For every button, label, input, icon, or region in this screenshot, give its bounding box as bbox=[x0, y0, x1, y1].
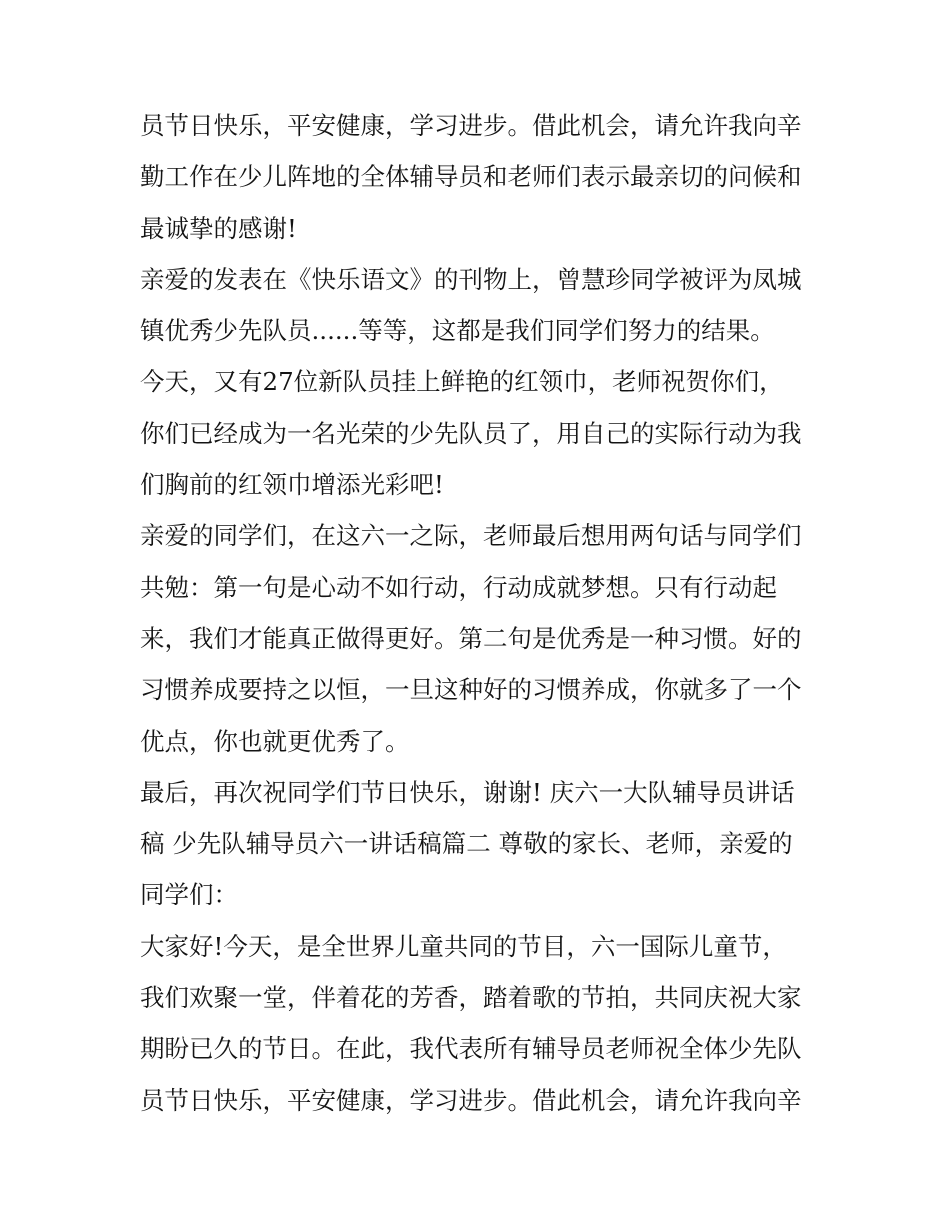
text-line: 镇优秀少先队员......等等，这都是我们同学们努力的结果。 bbox=[140, 316, 775, 346]
text-line: 今天，又有27位新队员挂上鲜艳的红领巾，老师祝贺你们， bbox=[140, 367, 784, 397]
text-line: 来，我们才能真正做得更好。第二句是优秀是一种习惯。好的 bbox=[140, 623, 802, 653]
paragraph bbox=[140, 254, 820, 357]
text-line: 共勉：第一句是心动不如行动，行动成就梦想。只有行动起 bbox=[140, 572, 777, 602]
paragraph bbox=[140, 510, 820, 766]
text-line: 亲爱的发表在《快乐语文》的刊物上，曾慧珍同学被评为凤城 bbox=[140, 264, 802, 294]
paragraph bbox=[140, 767, 820, 921]
text-line: 勤工作在少儿阵地的全体辅导员和老师们表示最亲切的问候和 bbox=[140, 162, 802, 192]
paragraph bbox=[140, 921, 820, 1126]
text-line: 大家好!今天，是全世界儿童共同的节目，六一国际儿童节， bbox=[140, 931, 787, 961]
text-line: 习惯养成要持之以恒，一旦这种好的习惯养成，你就多了一个 bbox=[140, 675, 802, 705]
text-line: 员节日快乐，平安健康，学习进步。借此机会，请允许我向辛 bbox=[140, 1085, 802, 1115]
text-line: 同学们： bbox=[140, 880, 238, 910]
paragraph bbox=[140, 356, 820, 510]
text-line: 期盼已久的节日。在此，我代表所有辅导员老师祝全体少先队 bbox=[140, 1034, 802, 1064]
text-line: 稿 少先队辅导员六一讲话稿篇二 尊敬的家长、老师，亲爱的 bbox=[140, 829, 793, 859]
text-line: 最后，再次祝同学们节日快乐，谢谢! 庆六一大队辅导员讲话 bbox=[140, 777, 795, 807]
text-line: 优点，你也就更优秀了。 bbox=[140, 726, 410, 756]
paragraph bbox=[140, 100, 820, 254]
text-line: 员节日快乐，平安健康，学习进步。借此机会，请允许我向辛 bbox=[140, 111, 802, 140]
document-body bbox=[140, 100, 820, 1126]
text-line: 亲爱的同学们，在这六一之际，老师最后想用两句话与同学们 bbox=[140, 521, 802, 551]
text-line: 你们已经成为一名光荣的少先队员了，用自己的实际行动为我 bbox=[140, 418, 802, 448]
text-line: 我们欢聚一堂，伴着花的芳香，踏着歌的节拍，共同庆祝大家 bbox=[140, 983, 802, 1013]
text-line: 最诚挚的感谢! bbox=[140, 213, 297, 243]
text-line: 们胸前的红领巾增添光彩吧! bbox=[140, 470, 444, 500]
